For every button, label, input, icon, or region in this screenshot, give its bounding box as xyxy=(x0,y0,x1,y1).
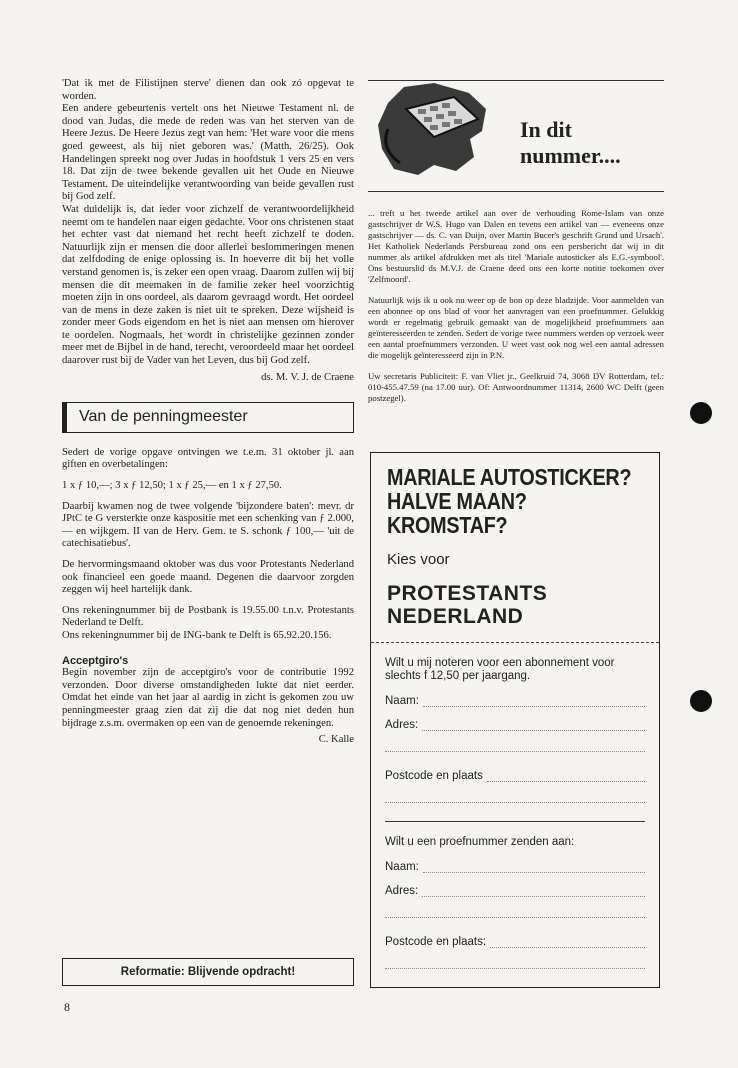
signature-kalle: C. Kalle xyxy=(318,734,354,746)
address-line[interactable] xyxy=(385,737,645,752)
right-intro-text xyxy=(368,208,664,404)
paragraph: Begin november zijn de acceptgiro's voor de contributie 1992 verzonden. Door diverse omstandigheden lukte dat niet eerder. Omdat het einde van het jaar al aardig in zicht is gekomen zou uw penningmeester graag zien dat zij die dat nog niet deden hun bijdrage z.s.m. overmaken op een van de genoemde rekeningen. xyxy=(62,667,354,729)
paragraph: De hervormingsmaand oktober was dus voor Protestants Nederland ook financieel een goede maand. Degenen die daarvoor zorgden zeggen wij heel hartelijk dank. xyxy=(62,559,354,596)
pn-line: PROTESTANTS xyxy=(387,582,548,605)
form-instruction: Wilt u een proefnummer zenden aan: xyxy=(385,836,575,848)
address-field[interactable] xyxy=(385,717,645,731)
ad-line: HALVE MAAN? xyxy=(387,488,527,514)
page-number: 8 xyxy=(64,1000,70,1014)
address-field-2[interactable] xyxy=(385,883,645,897)
signature-craene: ds. M. V. J. de Craene xyxy=(261,371,354,383)
postcode-field-2[interactable] xyxy=(385,934,645,948)
paragraph: 1 x ƒ 10,—; 3 x ƒ 12,50; 1 x ƒ 25,— en 1 x ƒ 27,50. xyxy=(62,480,282,492)
divider xyxy=(385,821,645,822)
section-title: Van de penningmeester xyxy=(79,408,248,426)
telephone-map-icon xyxy=(374,79,492,183)
subscription-form xyxy=(371,657,659,803)
in-dit-nummer-header xyxy=(368,80,664,192)
proefnummer-form xyxy=(371,836,659,969)
title-line: nummer.... xyxy=(520,143,621,168)
paragraph: Wat duidelijk is, dat ieder voor zichzelf de verantwoordelijkheid neemt om te handelen naar eigen gedachte. Voor ons christenen staat het echter vast dat niemand het recht heeft zichzelf te doden. Natuurlijk zijn er mensen die door allerlei beslommeringen menen dat zelfdoding de enige oplossing is. In hoeverre dit bij het volle verstand genomen is, is zeker een open vraag. Daarom zullen wij bij mensen die dit meemaken in de familie zeker heel voorzichtig moeten zijn in ons oordeel, als daarom gevraagd wordt. Het oordeel van de mens in deze zaken is niet uit te spreken. Deze wijsheid is zonder meer Gods eigendom en het is niet aan mensen om hierover te oordelen. Nogmaals, het wordt in christelijke gezinnen zonder meer met de Bijbel in de hand, terecht, veroordeeld maar het oordeel daarover rust bij de Vader van het Leven, dus bij God zelf. xyxy=(62,203,354,367)
subscription-coupon xyxy=(370,452,660,988)
address-line-2[interactable] xyxy=(385,903,645,918)
paragraph: Sedert de vorige opgave ontvingen we t.e.m. 31 oktober jl. aan giften en overbetalingen: xyxy=(62,446,354,471)
field-label: Naam: xyxy=(385,695,419,707)
in-dit-nummer-title xyxy=(520,117,621,169)
paragraph: Ons rekeningnummer bij de ING-bank te Delft is 65.92.20.156. xyxy=(62,629,332,641)
field-label: Postcode en plaats: xyxy=(385,936,487,948)
extra-line-2[interactable] xyxy=(385,954,645,969)
paragraph: 'Dat ik met de Filistijnen sterve' dienen dan ook zó opgevat te worden. xyxy=(62,78,354,102)
reformatie-text: Reformatie: Blijvende opdracht! xyxy=(120,966,296,978)
form-instruction: Wilt u mij noteren voor een abonnement voor slechts f 12,50 per jaargang. xyxy=(385,657,615,682)
binder-hole xyxy=(690,402,712,424)
field-label: Adres: xyxy=(385,885,419,897)
left-column xyxy=(62,78,354,747)
binder-hole xyxy=(690,690,712,712)
paragraph: Natuurlijk wijs ik u ook nu weer op de bon op deze bladzijde. Voor aanmelden van een abonnee op ons blad of voor het aanvragen van een proefnummer. Gelukkig wordt er regelmatig gebruik gemaakt van de mogelijkheid proefnummers aan geïnteresseerden te zenden. Sedert de vorige twee nummers werden op verzoek weer een aantal proefnummers verzonden. U weet vast ook nog wel een aantal adressen die mogelijk geïnteresseerd zijn in P.N. xyxy=(368,295,664,360)
ad-headline xyxy=(387,465,671,537)
protestants-nederland-title xyxy=(387,582,659,628)
right-column xyxy=(368,80,664,414)
title-line: In dit xyxy=(520,117,572,142)
subheading: Acceptgiro's xyxy=(62,654,129,667)
ad-line: KROMSTAF? xyxy=(387,512,508,538)
paragraph: Daarbij kwamen nog de twee volgende 'bijzondere baten': mevr. dr JPtC te G versterkte onze kaspositie met een schenking van ƒ 2.000,— en wijkgem. II van de Herv. Gem. te S. schonk ƒ 100,— 'uit de catechisatiebus'. xyxy=(62,500,354,550)
cut-line xyxy=(371,642,659,643)
postcode-field[interactable] xyxy=(385,768,645,782)
name-field-2[interactable] xyxy=(385,859,645,873)
section-heading-box xyxy=(62,402,354,433)
paragraph: Een andere gebeurtenis vertelt ons het Nieuwe Testament nl. de dood van Judas, die mede de reden was van het sterven van de Heere Jezus. De Heere Jezus zegt van hem: 'Het ware voor die mens goed geweest, als hij niet geboren was.' (Matth. 26/25). Ook Handelingen spreekt nog over Judas in hoofdstuk 1 vers 25 en vers 18. Dat zijn de twee bekende gevallen uit het Oude en Nieuwe Testament. De uiteindelijke verantwoording van beide gevallen rust bij God zelf. xyxy=(62,103,354,203)
paragraph: Uw secretaris Publiciteit: F. van Vliet jr., Geelkruid 74, 3068 DV Rotterdam, tel.: 010-455.47.59 (na 17.00 uur). Of: Antwoordnummer 11314, 2600 WC Delft (geen postzegel). xyxy=(368,371,664,403)
extra-line[interactable] xyxy=(385,788,645,803)
paragraph: Ons rekeningnummer bij de Postbank is 19.55.00 t.n.v. Protestants Nederland te Delft. xyxy=(62,604,354,629)
ad-line: MARIALE AUTOSTICKER? xyxy=(387,464,632,490)
field-label: Adres: xyxy=(385,719,419,731)
kies-voor-text: Kies voor xyxy=(387,551,450,568)
field-label: Naam: xyxy=(385,861,419,873)
pn-line: NEDERLAND xyxy=(387,605,524,628)
reformatie-box xyxy=(62,958,354,986)
field-label: Postcode en plaats xyxy=(385,770,483,782)
paragraph: ... treft u het tweede artikel aan over de verhouding Rome-Islam van onze gastschrijver dr W.S. Hugo van Dalen en tevens een artikel van — eveneens onze gastschrijver — ds. C. van Duijn, over Martin Bucer's geschrift Grund und Ursach'. Het Katholiek Nederlands Persbureau zond ons een persbericht dat wij in dit nummer als artikel afdrukken met als titel 'Mariale autosticker als E.G.-symbool'. Ons bestuurslid ds M.V.J. de Craene deed ons een korte notitie toekomen over 'Zelfmoord'. xyxy=(368,208,664,284)
name-field[interactable] xyxy=(385,693,645,707)
